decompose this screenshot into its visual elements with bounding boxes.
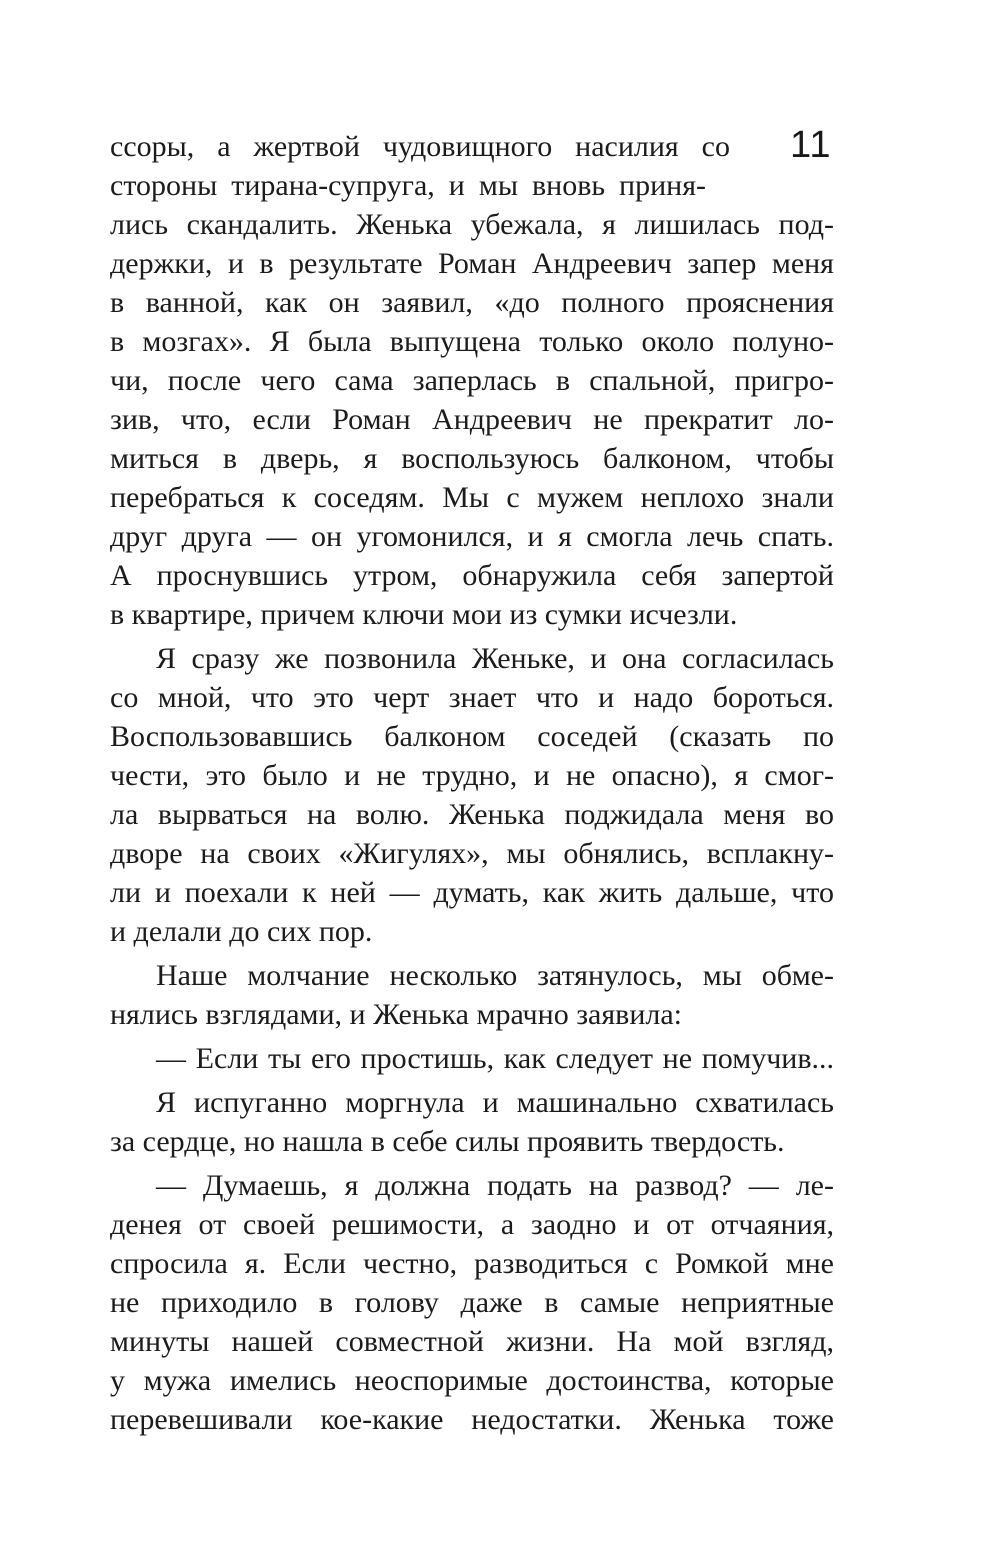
text-line: перебраться к соседям. Мы с мужем неплохо знали (110, 481, 834, 514)
text-line: минуты нашей совместной жизни. На мой взгляд, (110, 1325, 834, 1358)
text-line: дворе на своих «Жигулях», мы обнялись, всплакну- (110, 837, 834, 870)
text-line: чести, это было и не трудно, и не опасно), я смог- (110, 759, 834, 792)
text-line: ли и поехали к ней — думать, как жить дальше, что (110, 876, 834, 909)
text-line: стороны тирана-супруга, и мы вновь приня- (110, 169, 706, 202)
text-line: чи, после чего сама заперлась в спальной, пригро- (110, 364, 834, 397)
text-line: зив, что, если Роман Андреевич не прекратит ло- (110, 403, 834, 436)
text-line: держки, и в результате Роман Андреевич запер меня (110, 247, 834, 280)
text-line: в мозгах». Я была выпущена только около полуно- (110, 325, 834, 358)
text-line: Воспользовавшись балконом соседей (сказать по (110, 720, 834, 753)
text-line: Я испуганно моргнула и машинально схватилась (156, 1086, 834, 1119)
text-line: не приходило в голову даже в самые неприятные (110, 1286, 834, 1319)
text-line: ссоры, а жертвой чудовищного насилия со (110, 130, 730, 163)
text-line: — Если ты его простишь, как следует не помучив... (156, 1042, 834, 1075)
text-line: в ванной, как он заявил, «до полного прояснения (110, 286, 834, 319)
text-line: спросила я. Если честно, разводиться с Ромкой мне (110, 1247, 834, 1280)
text-line: Наше молчание несколько затянулось, мы обме- (156, 959, 834, 992)
text-line: лись скандалить. Женька убежала, я лишилась под- (110, 208, 834, 241)
text-line: миться в дверь, я воспользуюсь балконом, чтобы (110, 442, 834, 475)
text-line: перевешивали кое-какие недостатки. Женька тоже (110, 1403, 834, 1436)
text-line: и делали до сих пор. (110, 915, 373, 948)
text-line: за сердце, но нашла в себе силы проявить твердость. (110, 1125, 785, 1158)
text-line: ла вырваться на волю. Женька поджидала меня во (110, 798, 834, 831)
text-line: А проснувшись утром, обнаружила себя запертой (110, 559, 834, 592)
text-line: друг друга — он угомонился, и я смогла лечь спать. (110, 520, 834, 553)
text-line: Я сразу же позвонила Женьке, и она согласилась (156, 642, 834, 675)
text-line: у мужа имелись неоспоримые достоинства, которые (110, 1364, 834, 1397)
text-line: денея от своей решимости, а заодно и от отчаяния, (110, 1208, 834, 1241)
text-line: нялись взглядами, и Женька мрачно заявила: (110, 998, 683, 1031)
page-number: 11 (790, 124, 832, 166)
text-line: со мной, что это черт знает что и надо бороться. (110, 681, 834, 714)
text-line: — Думаешь, я должна подать на развод? — ле- (156, 1169, 834, 1202)
text-line: в квартире, причем ключи мои из сумки исчезли. (110, 598, 738, 631)
